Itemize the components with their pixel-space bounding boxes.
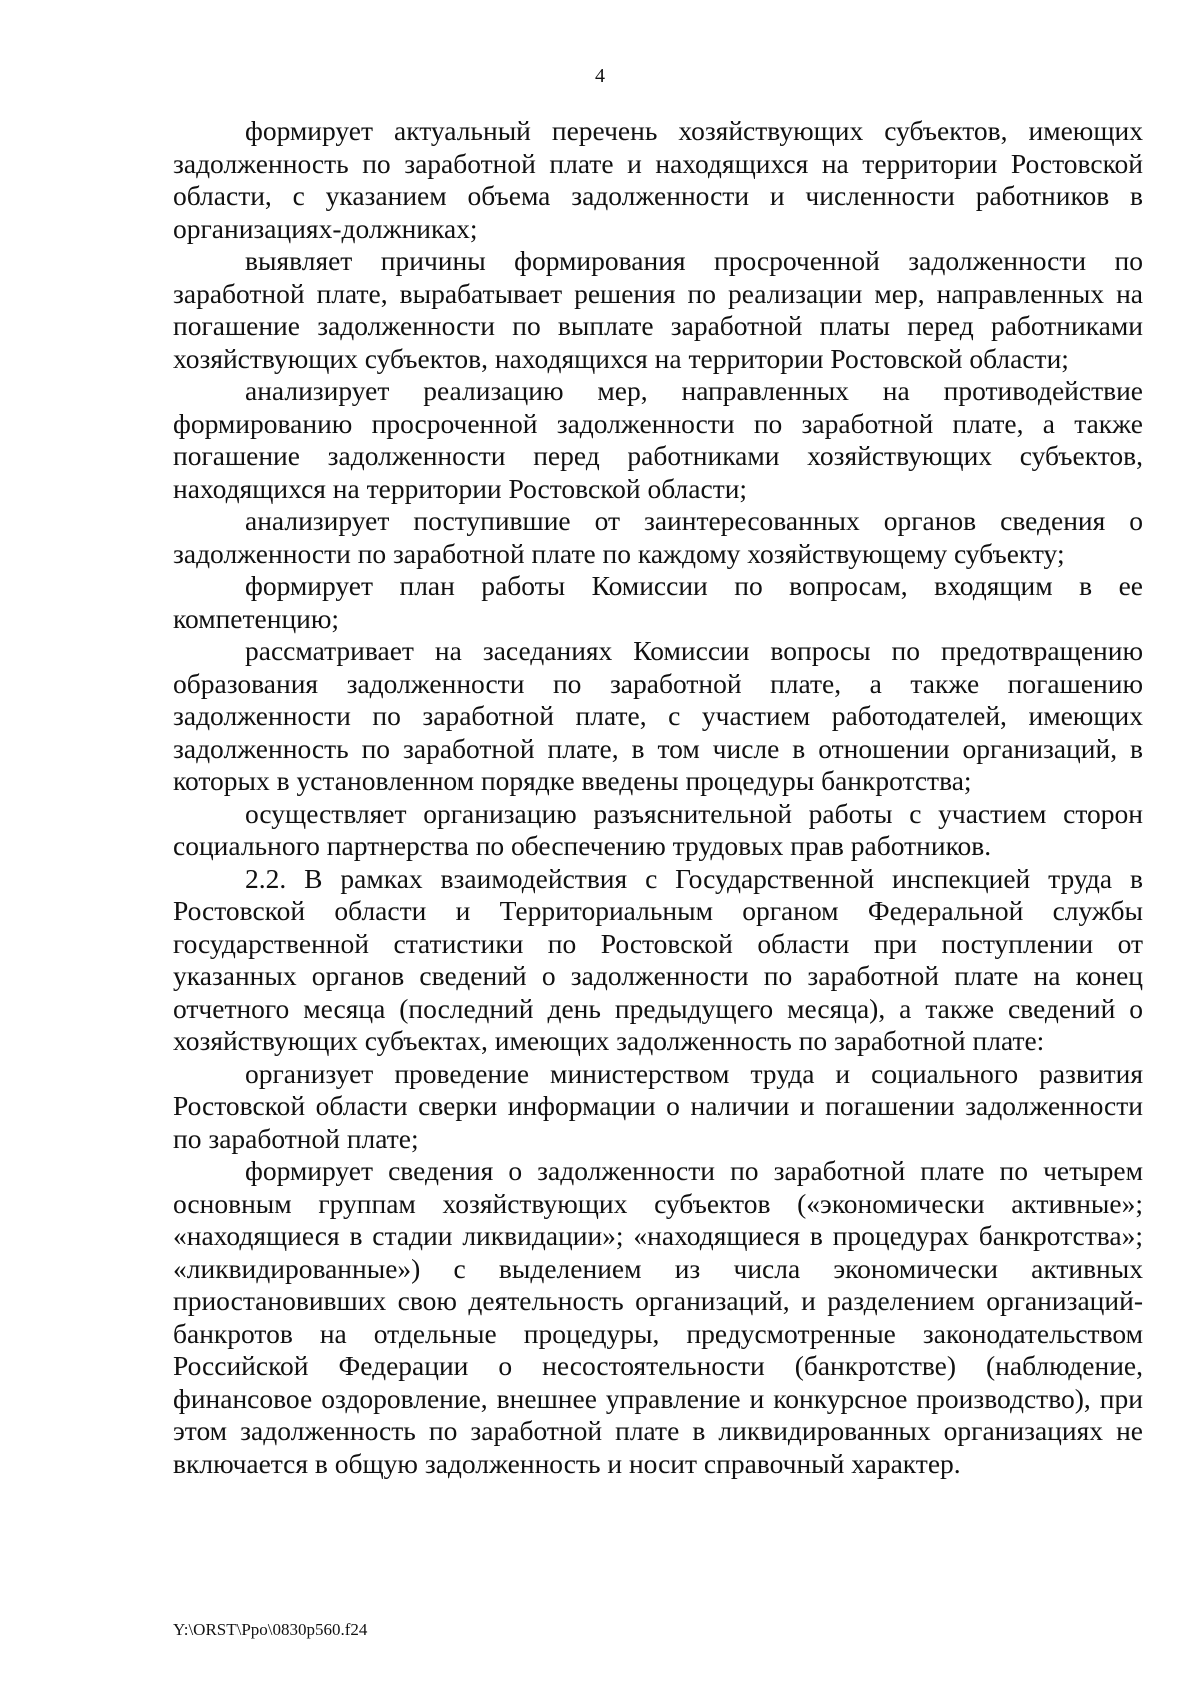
section-paragraph-2-2: 2.2. В рамках взаимодействия с Государственной инспекцией труда в Ростовской области и Территориальным органом Федеральной службы государственной статистики по Ростовской области при поступлении от указанных органов сведений о задолженности по заработной плате на конец отчетного месяца (последний день предыдущего месяца), а также сведений о хозяйствующих субъектах, имеющих задолженность по заработной плате: <box>173 862 1143 1056</box>
paragraph: выявляет причины формирования просроченной задолженности по заработной плате, вырабатывает решения по реализации мер, направленных на погашение задолженности по выплате заработной платы перед работниками хозяйствующих субъектов, находящихся на территории Ростовской области; <box>173 245 1143 374</box>
paragraph: организует проведение министерством труда и социального развития Ростовской области сверки информации о наличии и погашении задолженности по заработной плате; <box>173 1057 1143 1154</box>
paragraph: формирует сведения о задолженности по заработной плате по четырем основным группам хозяйствующих субъектов («экономически активные»; «находящиеся в стадии ликвидации»; «находящиеся в процедурах банкротства»; «ликвидированные») с выделением из числа экономически активных приостановивших свою деятельность организаций, и разделением организаций-банкротов на отдельные процедуры, предусмотренные законодательством Российской Федерации о несостоятельности (банкротстве) (наблюдение, финансовое оздоровление, внешнее управление и конкурсное производство), при этом задолженность по заработной плате в ликвидированных организациях не включается в общую задолженность и носит справочный характер. <box>173 1155 1143 1479</box>
paragraph: формирует план работы Комиссии по вопросам, входящим в ее компетенцию; <box>173 570 1143 634</box>
paragraph: рассматривает на заседаниях Комиссии вопросы по предотвращению образования задолженности по заработной плате, а также погашению задолженности по заработной плате, с участием работодателей, имеющих задолженность по заработной плате, в том числе в отношении организаций, в которых в установленном порядке введены процедуры банкротства; <box>173 635 1143 796</box>
paragraph: осуществляет организацию разъяснительной работы с участием сторон социального партнерства по обеспечению трудовых прав работников. <box>173 797 1143 861</box>
paragraph: анализирует поступившие от заинтересованных органов сведения о задолженности по заработной плате по каждому хозяйствующему субъекту; <box>173 505 1143 569</box>
paragraph: формирует актуальный перечень хозяйствующих субъектов, имеющих задолженность по заработной плате и находящихся на территории Ростовской области, с указанием объема задолженности и численности работников в организациях-должниках; <box>173 115 1143 244</box>
document-body <box>173 115 1143 1480</box>
page-number: 4 <box>595 65 605 87</box>
file-path-footer: Y:\ORST\Ppo\0830p560.f24 <box>173 1620 368 1639</box>
paragraph: анализирует реализацию мер, направленных на противодействие формированию просроченной задолженности по заработной плате, а также погашение задолженности перед работниками хозяйствующих субъектов, находящихся на территории Ростовской области; <box>173 375 1143 504</box>
